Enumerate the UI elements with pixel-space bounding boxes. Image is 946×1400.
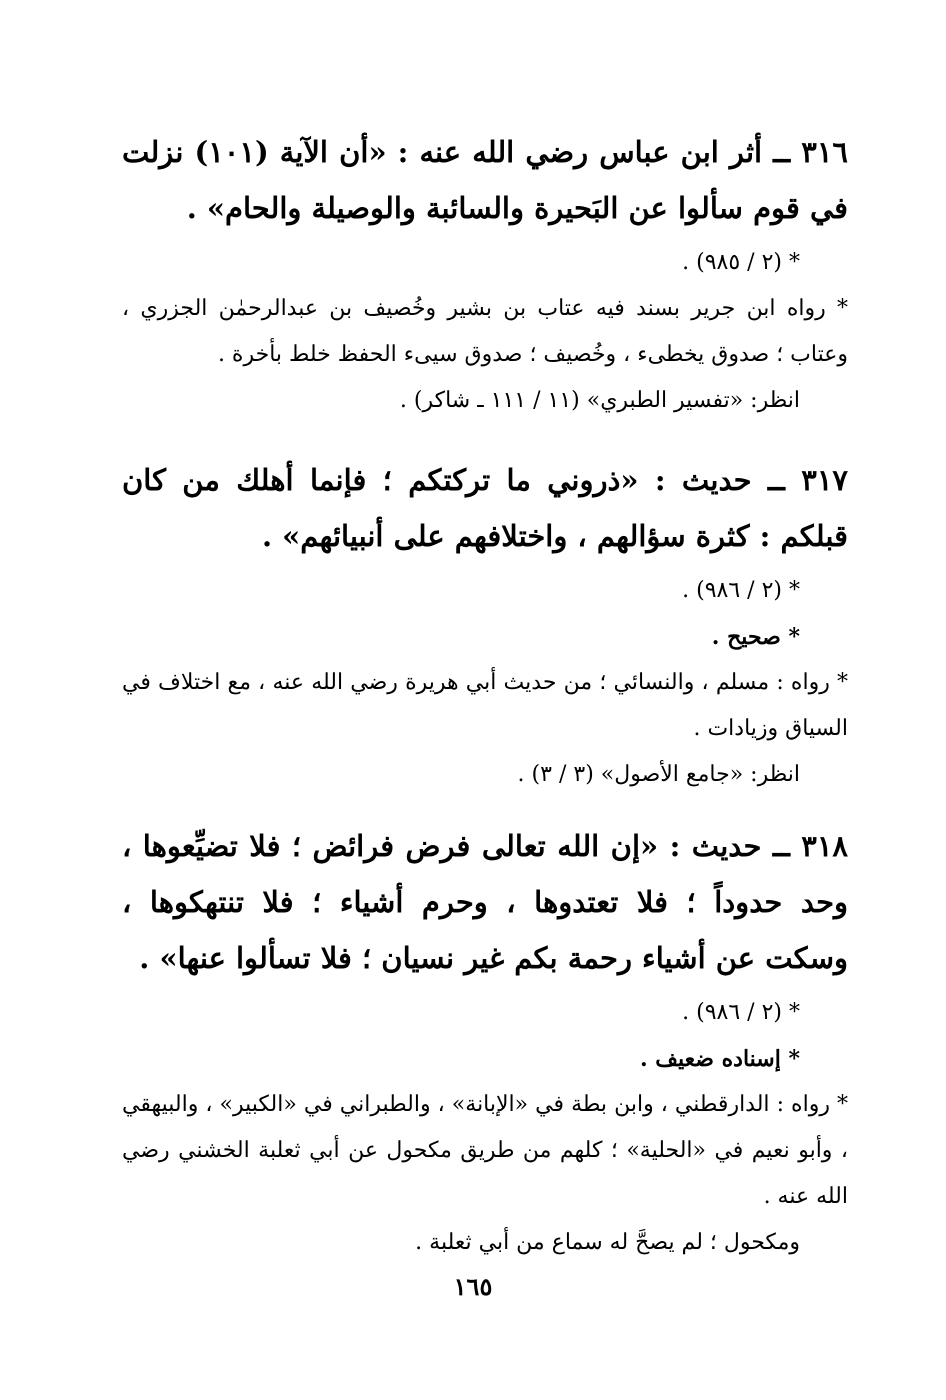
see-also-note: انظر: «جامع الأصول» (٣ / ٣) . <box>517 762 800 787</box>
narration: * رواه ابن جرير بسند فيه عتاب بن بشير وخُصيف بن عبدالرحمٰن الجزري ، وعتاب ؛ صدوق يخطىء ، وخُصيف ؛ صدوق سيىء الحفظ خلط بأخرة . <box>122 296 848 367</box>
entry-heading: ٣١٨ ــ حديث : «إن الله تعالى فرض فرائض ؛ فلا تضيِّعوها ، وحد حدوداً ؛ فلا تعتدوها ، وحرم أشياء ؛ فلا تنتهكوها ، وسكت عن أشياء رحمة بكم غير نسيان ؛ فلا تسألوا عنها» . <box>122 829 848 975</box>
reference: * (٢ / ٩٨٦) . <box>682 578 800 603</box>
narration: * رواه : مسلم ، والنسائي ؛ من حديث أبي هريرة رضي الله عنه ، مع اختلاف في السياق وزيادات . <box>122 670 848 741</box>
entry-316 <box>122 124 848 424</box>
entry-heading: ٣١٦ ــ أثر ابن عباس رضي الله عنه : «أن الآية (١٠١) نزلت في قوم سألوا عن البَحيرة والسائبة والوصيلة والحام» . <box>122 135 848 225</box>
grade: * صحيح . <box>711 624 800 650</box>
see-also-note: انظر: «تفسير الطبري» (١١ / ١١١ ـ شاكر) . <box>399 388 800 413</box>
reference: * (٢ / ٩٨٦) . <box>682 1000 800 1025</box>
entry-317 <box>122 452 848 798</box>
reference: * (٢ / ٩٨٥) . <box>682 250 800 275</box>
entry-318 <box>122 818 848 1266</box>
entry-heading: ٣١٧ ــ حديث : «ذروني ما تركتكم ؛ فإنما أهلك من كان قبلكم : كثرة سؤالهم ، واختلافهم على أنبيائهم» . <box>122 463 848 553</box>
narration: * رواه : الدارقطني ، وابن بطة في «الإبانة» ، والطبراني في «الكبير» ، والبيهقي ، وأبو نعيم في «الحلية» ؛ كلهم من طريق مكحول عن أبي ثعلبة الخشني رضي الله عنه . <box>122 1092 848 1209</box>
commentary-note: ومكحول ؛ لم يصحَّ له سماع من أبي ثعلبة . <box>415 1230 800 1255</box>
grade: * إسناده ضعيف . <box>639 1046 800 1072</box>
page-number: ١٦٥ <box>453 1272 493 1301</box>
